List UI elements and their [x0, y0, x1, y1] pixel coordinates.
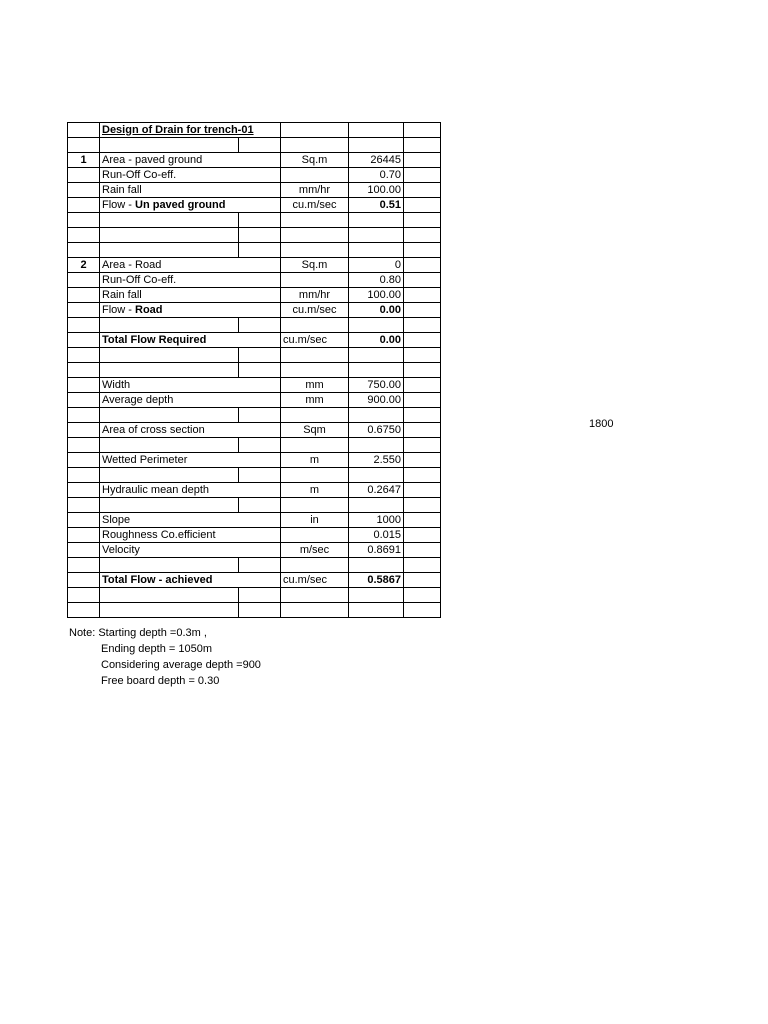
empty-cell [404, 138, 441, 153]
empty-cell [68, 198, 100, 213]
table-row [68, 303, 441, 318]
empty-cell [404, 558, 441, 573]
empty-cell [68, 288, 100, 303]
row-label: Area - paved ground [100, 153, 281, 168]
table-row [68, 513, 441, 528]
row-unit: Sq.m [281, 258, 349, 273]
row-value: 900.00 [349, 393, 404, 408]
empty-cell [404, 303, 441, 318]
row-label: Wetted Perimeter [100, 453, 281, 468]
empty-cell [100, 558, 239, 573]
empty-cell [68, 423, 100, 438]
empty-cell [349, 468, 404, 483]
empty-cell [68, 513, 100, 528]
empty-cell [281, 438, 349, 453]
empty-cell [239, 468, 281, 483]
table-row [68, 228, 441, 243]
empty-cell [404, 438, 441, 453]
table-title: Design of Drain for trench-01 [100, 123, 281, 138]
note-line: Ending depth = 1050m [101, 643, 213, 655]
empty-cell [404, 378, 441, 393]
empty-cell [68, 483, 100, 498]
empty-cell [68, 603, 100, 618]
empty-cell [68, 528, 100, 543]
row-label: Rain fall [100, 183, 281, 198]
empty-cell [239, 408, 281, 423]
empty-cell [68, 408, 100, 423]
row-label: Velocity [100, 543, 281, 558]
empty-cell [68, 213, 100, 228]
row-unit: in [281, 513, 349, 528]
row-value: 0.70 [349, 168, 404, 183]
row-label: Flow - Un paved ground [100, 198, 281, 213]
table-row [68, 198, 441, 213]
table-row [68, 483, 441, 498]
row-value: 0.8691 [349, 543, 404, 558]
empty-cell [281, 228, 349, 243]
empty-cell [404, 543, 441, 558]
empty-cell [404, 408, 441, 423]
empty-cell [68, 588, 100, 603]
row-unit: m [281, 483, 349, 498]
empty-cell [68, 468, 100, 483]
empty-cell [100, 348, 239, 363]
row-unit: cu.m/sec [281, 333, 349, 348]
empty-cell [349, 588, 404, 603]
empty-cell [239, 348, 281, 363]
empty-cell [68, 183, 100, 198]
row-label: Flow - Road [100, 303, 281, 318]
empty-cell [239, 588, 281, 603]
empty-cell [68, 363, 100, 378]
empty-cell [281, 243, 349, 258]
empty-cell [68, 333, 100, 348]
empty-cell [404, 528, 441, 543]
cell [404, 123, 441, 138]
empty-cell [239, 318, 281, 333]
empty-cell [100, 243, 239, 258]
empty-cell [68, 498, 100, 513]
empty-cell [68, 168, 100, 183]
empty-cell [349, 243, 404, 258]
empty-cell [281, 558, 349, 573]
empty-cell [100, 363, 239, 378]
empty-cell [100, 408, 239, 423]
row-unit [281, 273, 349, 288]
row-label: Roughness Co.efficient [100, 528, 281, 543]
empty-cell [349, 228, 404, 243]
row-value: 0.6750 [349, 423, 404, 438]
empty-cell [404, 258, 441, 273]
empty-cell [404, 273, 441, 288]
empty-cell [68, 393, 100, 408]
empty-cell [239, 228, 281, 243]
row-label: Area of cross section [100, 423, 281, 438]
row-unit: mm [281, 378, 349, 393]
row-unit: mm [281, 393, 349, 408]
empty-cell [239, 498, 281, 513]
row-label: Area - Road [100, 258, 281, 273]
row-value: 2.550 [349, 453, 404, 468]
table-row [68, 453, 441, 468]
empty-cell [68, 438, 100, 453]
empty-cell [404, 603, 441, 618]
row-value: 0.00 [349, 333, 404, 348]
empty-cell [404, 153, 441, 168]
table-row [68, 213, 441, 228]
row-unit [281, 168, 349, 183]
empty-cell [68, 378, 100, 393]
table-row [68, 273, 441, 288]
table-row [68, 588, 441, 603]
row-unit [281, 528, 349, 543]
empty-cell [349, 213, 404, 228]
row-label: Hydraulic mean depth [100, 483, 281, 498]
empty-cell [68, 138, 100, 153]
empty-cell [68, 573, 100, 588]
row-value: 0.80 [349, 273, 404, 288]
table-row [68, 393, 441, 408]
table-row [68, 528, 441, 543]
empty-cell [239, 438, 281, 453]
table-row [68, 438, 441, 453]
note-line: Considering average depth =900 [101, 659, 261, 671]
empty-cell [404, 588, 441, 603]
row-label: Run-Off Co-eff. [100, 273, 281, 288]
section-number: 1 [68, 153, 100, 168]
row-value: 0.5867 [349, 573, 404, 588]
empty-cell [281, 468, 349, 483]
empty-cell [349, 138, 404, 153]
empty-cell [404, 348, 441, 363]
empty-cell [100, 213, 239, 228]
empty-cell [281, 588, 349, 603]
empty-cell [281, 138, 349, 153]
empty-cell [404, 468, 441, 483]
side-value: 1800 [589, 418, 614, 430]
table-row [68, 408, 441, 423]
row-label: Total Flow Required [100, 333, 281, 348]
cell [68, 123, 100, 138]
empty-cell [404, 453, 441, 468]
empty-cell [404, 288, 441, 303]
empty-cell [100, 603, 239, 618]
empty-cell [404, 573, 441, 588]
empty-cell [404, 318, 441, 333]
table-row [68, 348, 441, 363]
empty-cell [349, 558, 404, 573]
empty-cell [100, 228, 239, 243]
table-row [68, 498, 441, 513]
empty-cell [404, 243, 441, 258]
table-row [68, 333, 441, 348]
row-value: 100.00 [349, 288, 404, 303]
empty-cell [404, 483, 441, 498]
empty-cell [404, 333, 441, 348]
row-value: 0.51 [349, 198, 404, 213]
table-row [68, 543, 441, 558]
empty-cell [68, 558, 100, 573]
row-value: 0.00 [349, 303, 404, 318]
empty-cell [100, 588, 239, 603]
empty-cell [68, 243, 100, 258]
empty-cell [239, 243, 281, 258]
empty-cell [68, 453, 100, 468]
empty-cell [281, 213, 349, 228]
table-row [68, 138, 441, 153]
empty-cell [404, 498, 441, 513]
drain-design-table [67, 122, 441, 618]
empty-cell [281, 603, 349, 618]
row-label: Run-Off Co-eff. [100, 168, 281, 183]
empty-cell [68, 273, 100, 288]
section-number: 2 [68, 258, 100, 273]
table-row [68, 318, 441, 333]
empty-cell [349, 603, 404, 618]
row-unit: cu.m/sec [281, 303, 349, 318]
row-value: 0 [349, 258, 404, 273]
empty-cell [68, 228, 100, 243]
empty-cell [404, 228, 441, 243]
empty-cell [404, 183, 441, 198]
row-unit: Sqm [281, 423, 349, 438]
table-row [68, 288, 441, 303]
row-unit: cu.m/sec [281, 573, 349, 588]
cell [281, 123, 349, 138]
table-row [68, 153, 441, 168]
row-unit: mm/hr [281, 288, 349, 303]
note-line: Note: Starting depth =0.3m , [69, 627, 207, 639]
empty-cell [100, 438, 239, 453]
empty-cell [100, 468, 239, 483]
empty-cell [100, 318, 239, 333]
empty-cell [404, 423, 441, 438]
empty-cell [349, 318, 404, 333]
empty-cell [239, 363, 281, 378]
empty-cell [281, 348, 349, 363]
row-unit: m/sec [281, 543, 349, 558]
table-row [68, 558, 441, 573]
row-unit: mm/hr [281, 183, 349, 198]
empty-cell [349, 498, 404, 513]
empty-cell [281, 408, 349, 423]
row-value: 1000 [349, 513, 404, 528]
table-row [68, 423, 441, 438]
row-label: Total Flow - achieved [100, 573, 281, 588]
empty-cell [349, 348, 404, 363]
empty-cell [100, 138, 239, 153]
empty-cell [404, 213, 441, 228]
row-label: Average depth [100, 393, 281, 408]
table-row [68, 258, 441, 273]
empty-cell [404, 513, 441, 528]
row-label: Slope [100, 513, 281, 528]
empty-cell [281, 318, 349, 333]
row-label: Width [100, 378, 281, 393]
row-value: 0.2647 [349, 483, 404, 498]
table-row [68, 168, 441, 183]
table-row [68, 468, 441, 483]
table-row [68, 183, 441, 198]
empty-cell [68, 303, 100, 318]
row-label: Rain fall [100, 288, 281, 303]
table-row [68, 378, 441, 393]
empty-cell [239, 138, 281, 153]
row-value: 0.015 [349, 528, 404, 543]
table-row [68, 573, 441, 588]
row-value: 100.00 [349, 183, 404, 198]
empty-cell [404, 363, 441, 378]
table-row [68, 243, 441, 258]
note-line: Free board depth = 0.30 [101, 675, 220, 687]
empty-cell [349, 408, 404, 423]
empty-cell [281, 498, 349, 513]
empty-cell [68, 318, 100, 333]
empty-cell [68, 543, 100, 558]
empty-cell [100, 498, 239, 513]
row-unit: cu.m/sec [281, 198, 349, 213]
cell [349, 123, 404, 138]
table-row [68, 123, 441, 138]
empty-cell [68, 348, 100, 363]
empty-cell [349, 438, 404, 453]
empty-cell [281, 363, 349, 378]
row-unit: m [281, 453, 349, 468]
empty-cell [404, 393, 441, 408]
empty-cell [239, 213, 281, 228]
empty-cell [239, 603, 281, 618]
row-value: 750.00 [349, 378, 404, 393]
notes-block [69, 625, 261, 689]
row-unit: Sq.m [281, 153, 349, 168]
row-value: 26445 [349, 153, 404, 168]
empty-cell [404, 198, 441, 213]
empty-cell [404, 168, 441, 183]
empty-cell [239, 558, 281, 573]
empty-cell [349, 363, 404, 378]
table-row [68, 603, 441, 618]
table-row [68, 363, 441, 378]
